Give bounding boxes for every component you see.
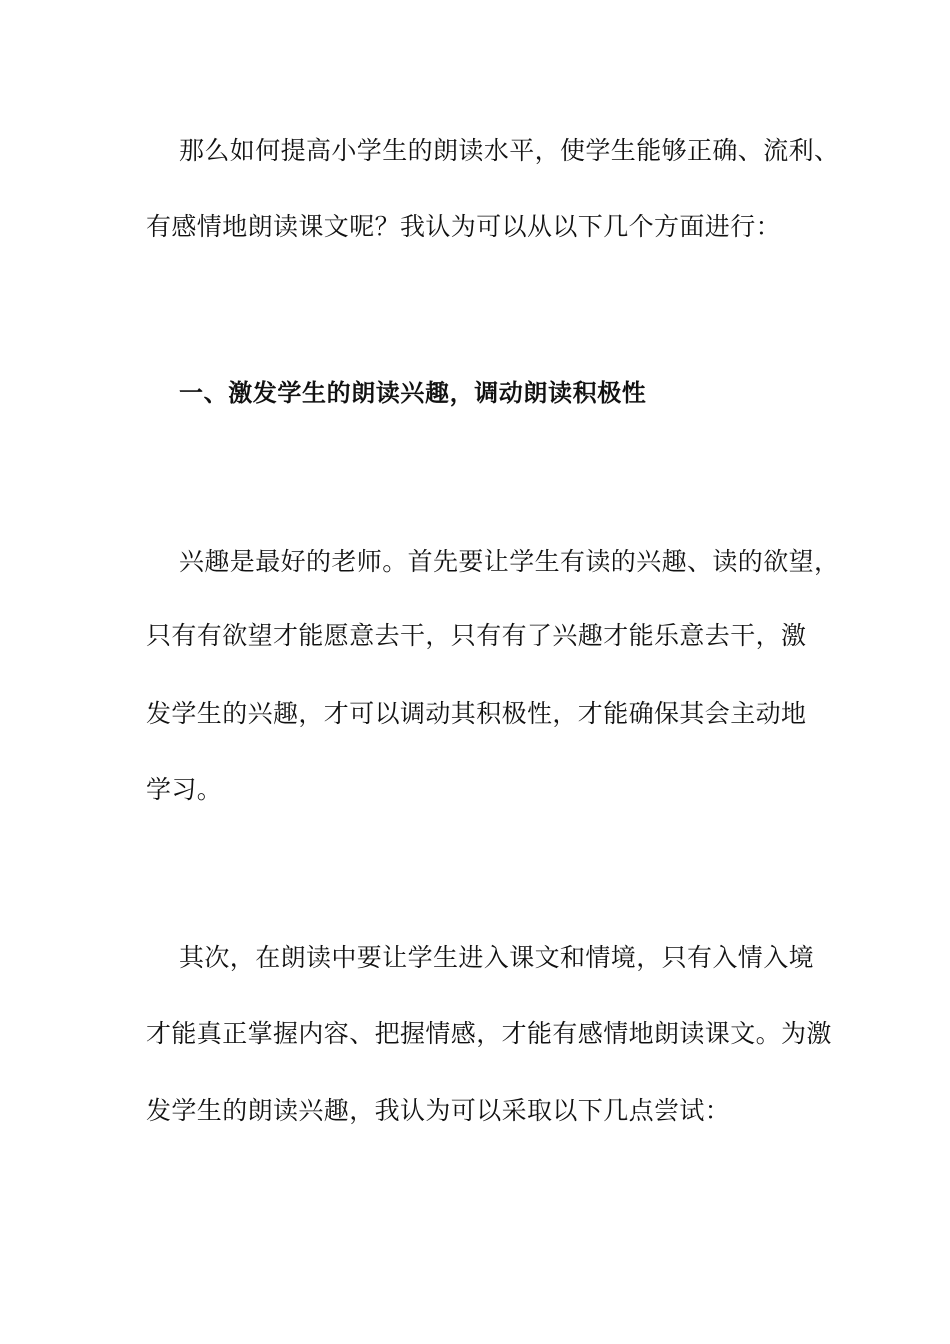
paragraph-2-line-4: 学习。 [146, 775, 223, 804]
paragraph-3-line-2: 才能真正掌握内容、把握情感，才能有感情地朗读课文。为激 [146, 1019, 832, 1048]
paragraph-2-line-3: 发学生的兴趣，才可以调动其积极性，才能确保其会主动地 [146, 699, 807, 728]
paragraph-2-line-1: 兴趣是最好的老师。首先要让学生有读的兴趣、读的欲望， [179, 547, 840, 576]
paragraph-3-line-1: 其次，在朗读中要让学生进入课文和情境，只有入情入境 [179, 943, 815, 972]
paragraph-1-line-1: 那么如何提高小学生的朗读水平，使学生能够正确、流利、 [179, 136, 840, 165]
section-heading: 一、激发学生的朗读兴趣，调动朗读积极性 [179, 379, 647, 407]
paragraph-1-line-2: 有感情地朗读课文呢？我认为可以从以下几个方面进行： [146, 212, 782, 241]
paragraph-2-line-2: 只有有欲望才能愿意去干，只有有了兴趣才能乐意去干，激 [146, 621, 807, 650]
paragraph-3-line-3: 发学生的朗读兴趣，我认为可以采取以下几点尝试： [146, 1096, 731, 1125]
